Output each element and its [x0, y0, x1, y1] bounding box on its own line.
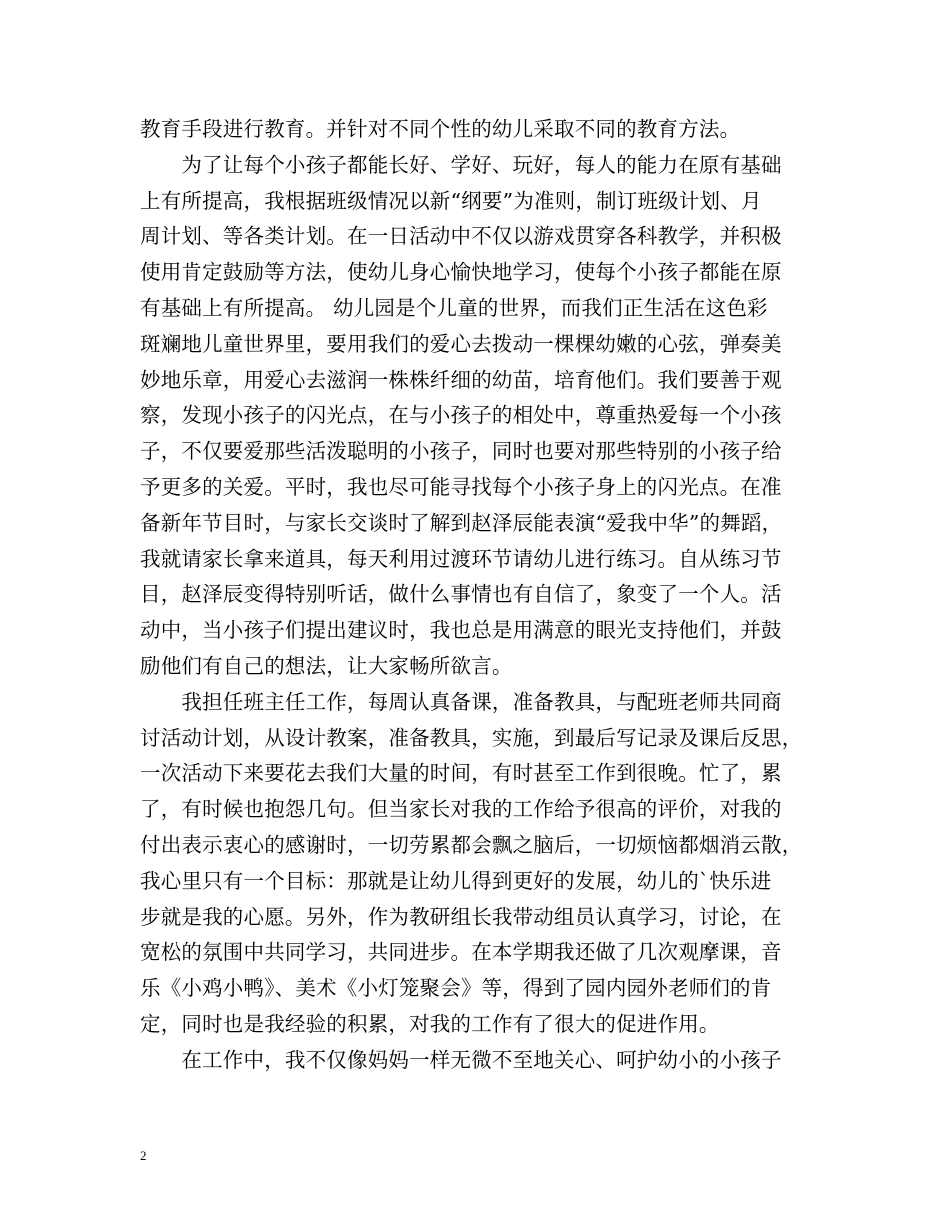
text-line: 察，发现小孩子的闪光点，在与小孩子的相处中，尊重热爱每一个小孩 [140, 403, 782, 428]
text-line: 动中，当小孩子们提出建议时，我也总是用满意的眼光支持他们，并鼓 [140, 618, 782, 643]
text-line: 励他们有自己的想法，让大家畅所欲言。 [140, 653, 513, 678]
text-line: 使用肯定鼓励等方法，使幼儿身心愉快地学习，使每个小孩子都能在原 [140, 260, 782, 285]
page-number: 2 [140, 1148, 147, 1163]
text-line: 宽松的氛围中共同学习，共同进步。在本学期我还做了几次观摩课，音 [140, 940, 782, 965]
text-line: 予更多的关爱。平时，我也尽可能寻找每个小孩子身上的闪光点。在准 [140, 474, 782, 499]
text-line: 我担任班主任工作，每周认真备课，准备教具，与配班老师共同商 [140, 689, 782, 714]
text-line: 一次活动下来要花去我们大量的时间，有时甚至工作到很晚。忙了，累 [140, 761, 782, 786]
text-line: 付出表示衷心的感谢时，一切劳累都会飘之脑后，一切烦恼都烟消云散， [140, 832, 803, 857]
text-line: 我就请家长拿来道具，每天利用过渡环节请幼儿进行练习。自从练习节 [140, 546, 782, 571]
text-line: 教育手段进行教育。并针对不同个性的幼儿采取不同的教育方法。 [140, 117, 741, 141]
text-line: 子，不仅要爱那些活泼聪明的小孩子，同时也要对那些特别的小孩子给 [140, 439, 782, 464]
text-line: 备新年节目时，与家长交谈时了解到赵泽辰能表演“爱我中华”的舞蹈， [140, 510, 783, 535]
text-line: 周计划、等各类计划。在一日活动中不仅以游戏贯穿各科教学，并积极 [140, 224, 782, 249]
text-line: 乐《小鸡小鸭》、美术《小灯笼聚会》等，得到了园内园外老师们的肯 [140, 976, 772, 1001]
text-line: 有基础上有所提高。 幼儿园是个儿童的世界，而我们正生活在这色彩 [140, 295, 768, 320]
text-line: 斑斓地儿童世界里，要用我们的爱心去拨动一棵棵幼嫩的心弦，弹奏美 [140, 331, 782, 356]
text-line: 定，同时也是我经验的积累，对我的工作有了很大的促进作用。 [140, 1011, 720, 1036]
text-line: 目，赵泽辰变得特别听话，做什么事情也有自信了，象变了一个人。活 [140, 582, 782, 607]
text-line: 妙地乐章，用爱心去滋润一株株纤细的幼苗，培育他们。我们要善于观 [140, 367, 782, 392]
text-line: 步就是我的心愿。另外，作为教研组长我带动组员认真学习，讨论，在 [140, 904, 782, 929]
text-line: 讨活动计划，从设计教案，准备教具，实施，到最后写记录及课后反思， [140, 725, 803, 750]
text-line: 我心里只有一个目标：那就是让幼儿得到更好的发展，幼儿的`快乐进 [140, 868, 772, 893]
text-line: 在工作中，我不仅像妈妈一样无微不至地关心、呵护幼小的小孩子 [140, 1047, 782, 1072]
body-text [140, 112, 820, 1079]
text-line: 了，有时候也抱怨几句。但当家长对我的工作给予很高的评价，对我的 [140, 797, 782, 822]
text-line: 上有所提高，我根据班级情况以新“纲要”为准则，制订班级计划、月 [140, 188, 762, 213]
text-line: 为了让每个小孩子都能长好、学好、玩好，每人的能力在原有基础 [140, 152, 782, 177]
